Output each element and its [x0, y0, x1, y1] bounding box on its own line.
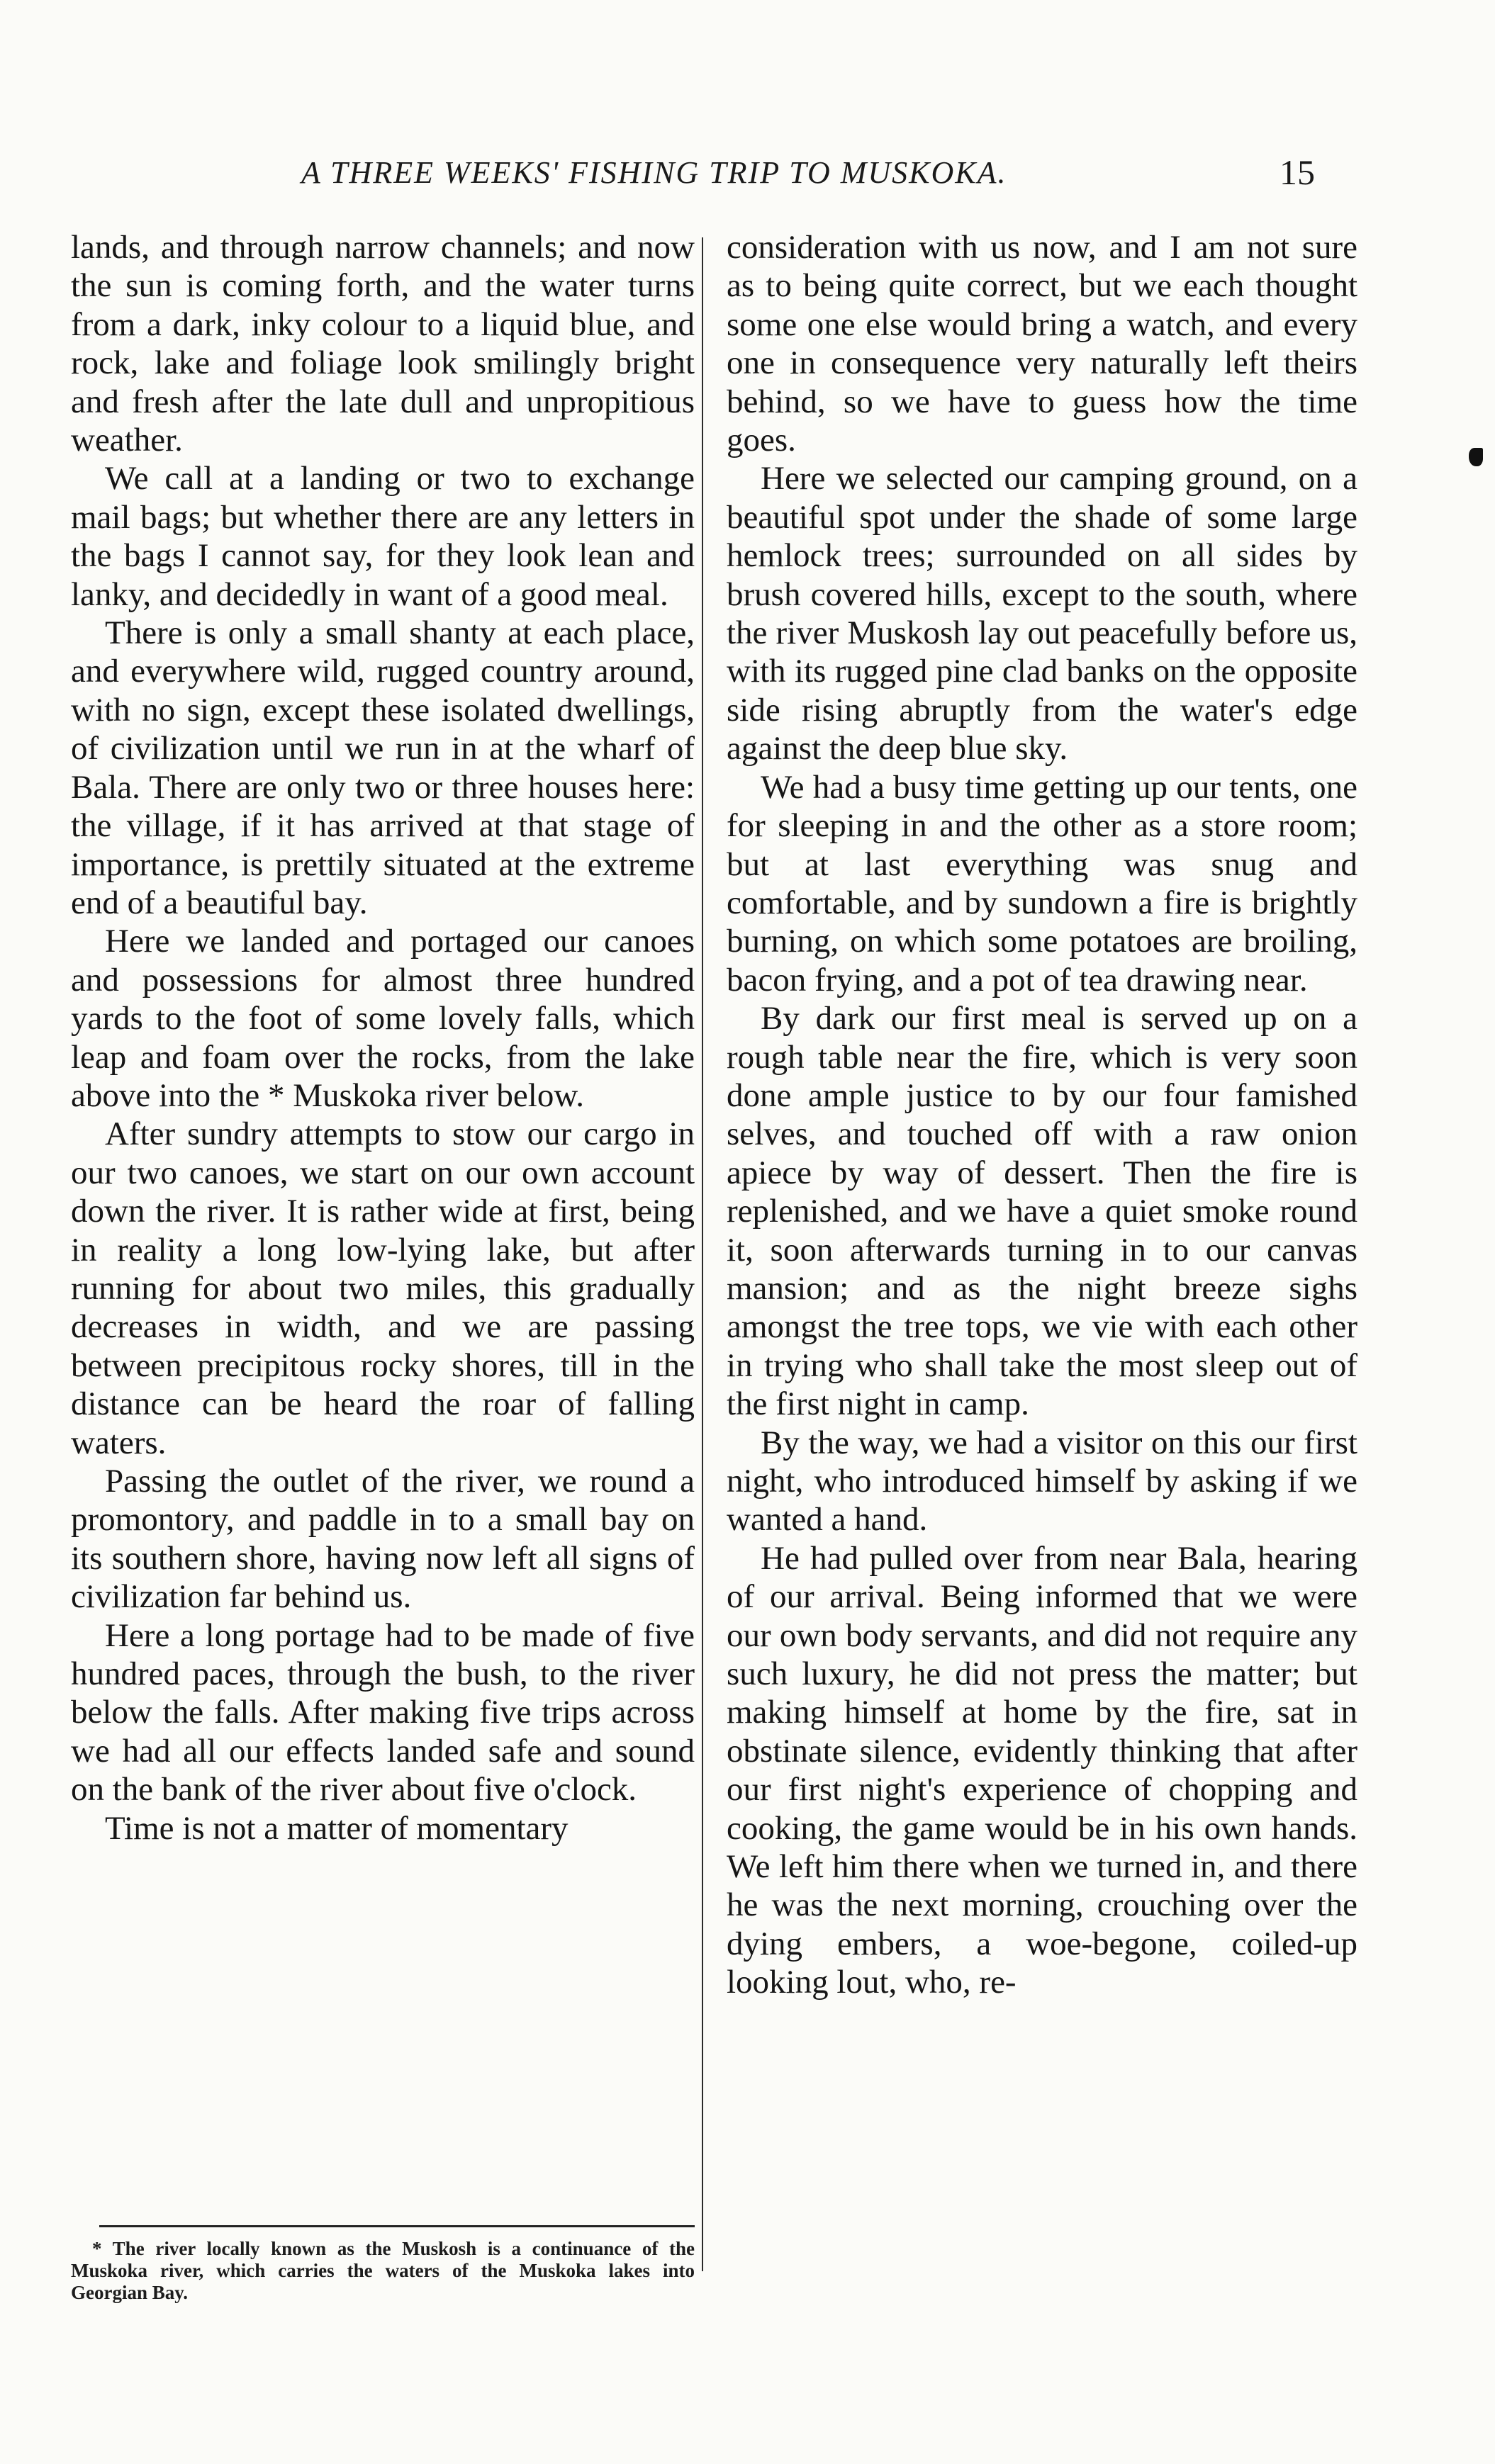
running-title: A THREE WEEKS' FISHING TRIP TO MUSKOKA. — [301, 155, 1007, 190]
paragraph: Here we landed and portaged our canoes and possessions for almost three hundred yards to the foot of some lovely falls, which leap and foam over the rocks, from the lake above into the * Muskoka river below. — [71, 923, 695, 1114]
paragraph: Time is not a matter of momentary — [105, 1809, 569, 1847]
ink-blot-mark — [1469, 448, 1483, 466]
paragraph: He had pulled over from near Bala, hearing of our arrival. Being informed that we were our own body servants, and did not require any such luxury, he did not press the matter; but making himself at home by the fire, sat in obstinate silence, evidently thinking that after our first night's experience of chopping and cooking, the game would be in his own hands. We left him there when we turned in, and there he was the next morning, crouching over the dying embers, a woe-begone, coiled-up looking lout, who, re- — [727, 1539, 1357, 2001]
paragraph: There is only a small shanty at each place, and everywhere wild, rugged country around, with no sign, except these isolated dwellings, of civilization until we run in at the wharf of Bala. There are only two or three houses here: the village, if it has arrived at that stage of importance, is prettily situated at the extreme end of a beautiful bay. — [71, 614, 695, 921]
paragraph: Here we selected our camping ground, on a beautiful spot under the shade of some large hemlock trees; surrounded on all sides by brush covered hills, except to the south, where the river Muskosh lay out peacefully before us, with its rugged pine clad banks on the opposite side rising abruptly from the water's edge against the deep blue sky. — [727, 460, 1357, 767]
paragraph: By dark our first meal is served up on a rough table near the fire, which is very soon done ample justice to by our four famished selves, and touched off with a raw onion apiece by way of dessert. Then the fire is replenished, and we have a quiet smoke round it, soon afterwards turning in to our canvas mansion; and as the night breeze sighs amongst the tree tops, we vie with each other in trying who shall take the most sleep out of the first night in camp. — [727, 1000, 1357, 1423]
footnote: * The river locally known as the Muskosh is a continuance of the Muskoka river, which carries the waters of the Muskoka lakes into Georgian Bay. — [71, 2238, 695, 2303]
column-divider — [702, 237, 703, 2271]
paragraph: After sundry attempts to stow our cargo in our two canoes, we start on our own account down the river. It is rather wide at first, being in reality a long low-lying lake, but after running for about two miles, this gradually decreases in width, and we are passing between precipitous rocky shores, till in the distance can be heard the roar of falling waters. — [71, 1115, 695, 1461]
paragraph: Here a long portage had to be made of five hundred paces, through the bush, to the river below the falls. After making five trips across we had all our effects landed safe and sound on the bank of the river about five o'clock. — [71, 1616, 695, 1808]
paragraph: We call at a landing or two to exchange mail bags; but whether there are any letters in the bags I cannot say, for they look lean and lanky, and decidedly in want of a good meal. — [71, 460, 695, 613]
paragraph: By the way, we had a visitor on this our first night, who introduced himself by asking if we wanted a hand. — [727, 1424, 1357, 1538]
right-column — [727, 228, 1357, 2002]
page-number: 15 — [1280, 152, 1315, 192]
footnote-rule — [99, 2225, 695, 2227]
paragraph: We had a busy time getting up our tents, one for sleeping in and the other as a store room; but at last everything was snug and comfortable, and by sundown a fire is brightly burning, on which some potatoes are broiling, bacon frying, and a pot of tea drawing near. — [727, 768, 1357, 998]
left-column — [71, 228, 695, 1847]
paragraph: Passing the outlet of the river, we round a promontory, and paddle in to a small bay on its southern shore, having now left all signs of civilization far behind us. — [71, 1463, 695, 1616]
paragraph: consideration with us now, and I am not sure as to being quite correct, but we each thought some one else would bring a watch, and every one in consequence very naturally left theirs behind, so we have to guess how the time goes. — [727, 229, 1357, 459]
paragraph: lands, and through narrow channels; and now the sun is coming forth, and the water turns from a dark, inky colour to a liquid blue, and rock, lake and foliage look smilingly bright and fresh after the late dull and unpropitious weather. — [71, 229, 695, 459]
running-header — [0, 154, 1495, 211]
